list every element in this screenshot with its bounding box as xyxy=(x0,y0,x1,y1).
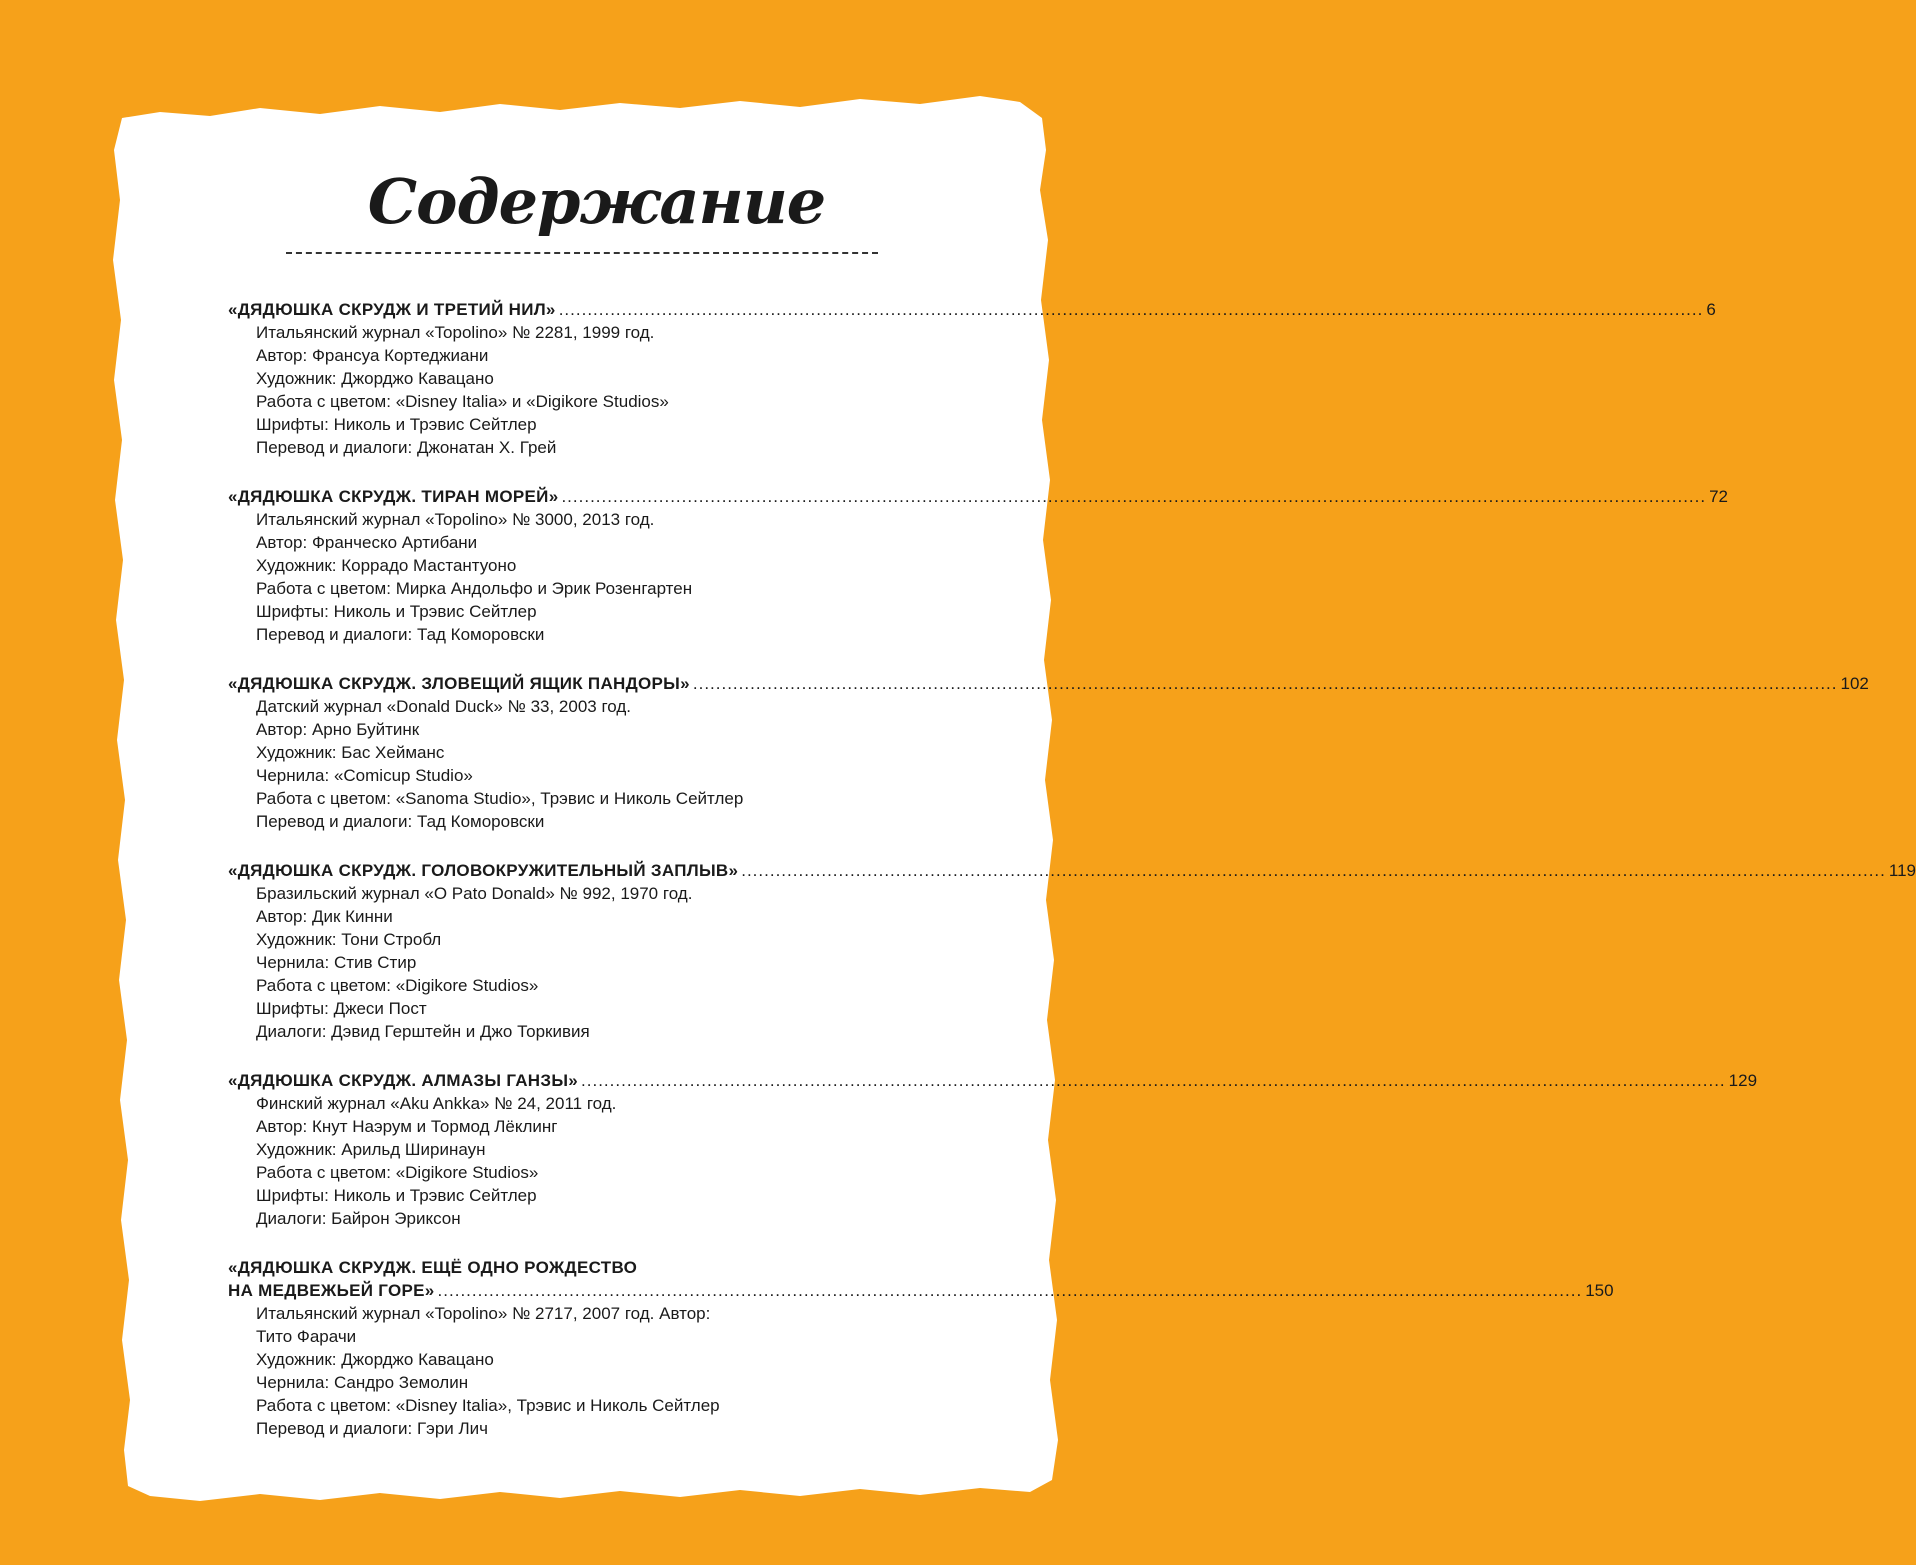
entry-detail-line: Художник: Бас Хейманс xyxy=(256,743,445,762)
entry-detail-line: Художник: Коррадо Мастантуоно xyxy=(256,556,517,575)
page-title: Содержание xyxy=(367,165,826,238)
entry-details xyxy=(228,882,926,1043)
entry-details xyxy=(228,508,926,646)
dot-leader: ........................................................................................................................................................................................................ xyxy=(558,300,1704,319)
entry-detail-line: Художник: Арильд Ширинаун xyxy=(256,1140,486,1159)
entry-detail-line: Художник: Тони Стробл xyxy=(256,930,442,949)
entry-detail-line: Работа с цветом: «Digikore Studios» xyxy=(256,976,539,995)
entry-detail-line: Датский журнал «Donald Duck» № 33, 2003 год. xyxy=(256,697,632,716)
entry-detail-line: Перевод и диалоги: Тад Коморовски xyxy=(256,625,545,644)
entry-detail-line: Шрифты: Николь и Трэвис Сейтлер xyxy=(256,415,537,434)
entry-detail-line: Перевод и диалоги: Гэри Лич xyxy=(256,1419,489,1438)
page-number: 6 xyxy=(1706,300,1716,319)
entry-detail-line: Автор: Дик Кинни xyxy=(256,907,393,926)
toc-entry xyxy=(228,485,1729,646)
toc-entry xyxy=(228,672,1869,833)
entry-detail-line: Шрифты: Джеси Пост xyxy=(256,999,427,1018)
page-number: 72 xyxy=(1709,487,1729,506)
entry-title: «ДЯДЮШКА СКРУДЖ И ТРЕТИЙ НИЛ» xyxy=(228,300,556,319)
dot-leader: ........................................................................................................................................................................................................ xyxy=(692,674,1838,693)
entry-detail-line: Диалоги: Дэвид Герштейн и Джо Торкивия xyxy=(256,1022,590,1041)
entry-details xyxy=(228,1092,926,1230)
entry-detail-line: Художник: Джорджо Кавацано xyxy=(256,369,494,388)
entry-title-line: «ДЯДЮШКА СКРУДЖ. ЕЩЁ ОДНО РОЖДЕСТВО xyxy=(228,1258,638,1277)
entry-details xyxy=(228,321,926,459)
entry-detail-line: Работа с цветом: Мирка Андольфо и Эрик Розенгартен xyxy=(256,579,693,598)
entry-detail-line: Работа с цветом: «Disney Italia», Трэвис и Николь Сейтлер xyxy=(256,1396,720,1415)
toc-entry xyxy=(228,1256,1614,1440)
entry-detail-line: Автор: Франческо Артибани xyxy=(256,533,478,552)
entry-heading xyxy=(228,485,1729,508)
toc-entry xyxy=(228,1069,1758,1230)
entry-detail-line: Перевод и диалоги: Джонатан Х. Грей xyxy=(256,438,557,457)
entry-details xyxy=(228,695,926,833)
page-number: 129 xyxy=(1728,1071,1758,1090)
dot-leader: ........................................................................................................................................................................................................ xyxy=(741,861,1886,880)
entry-detail-line: Чернила: Стив Стир xyxy=(256,953,417,972)
entry-heading xyxy=(228,1069,1758,1092)
dot-leader: ........................................................................................................................................................................................................ xyxy=(581,1071,1726,1090)
page-number: 150 xyxy=(1585,1281,1614,1300)
entry-title: НА МЕДВЕЖЬЕЙ ГОРЕ» xyxy=(228,1281,435,1300)
entry-detail-line: Шрифты: Николь и Трэвис Сейтлер xyxy=(256,602,537,621)
entry-detail-line: Художник: Джорджо Кавацано xyxy=(256,1350,494,1369)
entry-title: «ДЯДЮШКА СКРУДЖ. ТИРАН МОРЕЙ» xyxy=(228,487,559,506)
entry-detail-line: Работа с цветом: «Disney Italia» и «Digikore Studios» xyxy=(256,392,669,411)
page-number: 119 xyxy=(1888,861,1916,880)
table-of-contents xyxy=(228,298,1916,1466)
entry-detail-line: Работа с цветом: «Digikore Studios» xyxy=(256,1163,539,1182)
entry-detail-line: Итальянский журнал «Topolino» № 3000, 2013 год. xyxy=(256,510,655,529)
entry-title: «ДЯДЮШКА СКРУДЖ. ЗЛОВЕЩИЙ ЯЩИК ПАНДОРЫ» xyxy=(228,674,690,693)
dot-leader: ........................................................................................................................................................................................................ xyxy=(437,1281,1583,1300)
toc-entry xyxy=(228,298,1716,459)
toc-entry xyxy=(228,859,1916,1043)
entry-detail-line: Перевод и диалоги: Тад Коморовски xyxy=(256,812,545,831)
dot-leader: ........................................................................................................................................................................................................ xyxy=(561,487,1707,506)
entry-detail-line: Чернила: «Comicup Studio» xyxy=(256,766,473,785)
entry-detail-line: Финский журнал «Aku Ankka» № 24, 2011 год. xyxy=(256,1094,617,1113)
entry-detail-line: Итальянский журнал «Topolino» № 2717, 2007 год. Автор: xyxy=(256,1304,711,1323)
entry-title: «ДЯДЮШКА СКРУДЖ. АЛМАЗЫ ГАНЗЫ» xyxy=(228,1071,579,1090)
entry-heading xyxy=(228,298,1716,321)
entry-detail-line: Автор: Кнут Наэрум и Тормод Лёклинг xyxy=(256,1117,558,1136)
entry-title: «ДЯДЮШКА СКРУДЖ. ГОЛОВОКРУЖИТЕЛЬНЫЙ ЗАПЛЫВ» xyxy=(228,861,739,880)
entry-detail-line: Автор: Арно Буйтинк xyxy=(256,720,420,739)
entry-heading xyxy=(228,1279,1614,1302)
page-number: 102 xyxy=(1840,674,1869,693)
entry-heading xyxy=(228,859,1916,882)
entry-detail-line: Шрифты: Николь и Трэвис Сейтлер xyxy=(256,1186,537,1205)
entry-detail-line: Чернила: Сандро Земолин xyxy=(256,1373,469,1392)
title-divider xyxy=(286,252,878,254)
entry-detail-line: Тито Фарачи xyxy=(256,1327,357,1346)
entry-detail-line: Бразильский журнал «O Pato Donald» № 992, 1970 год. xyxy=(256,884,693,903)
entry-detail-line: Автор: Франсуа Кортеджиани xyxy=(256,346,489,365)
entry-detail-line: Работа с цветом: «Sanoma Studio», Трэвис и Николь Сейтлер xyxy=(256,789,744,808)
entry-detail-line: Итальянский журнал «Topolino» № 2281, 1999 год. xyxy=(256,323,655,342)
entry-details xyxy=(228,1302,926,1440)
entry-detail-line: Диалоги: Байрон Эриксон xyxy=(256,1209,461,1228)
entry-heading xyxy=(228,672,1869,695)
